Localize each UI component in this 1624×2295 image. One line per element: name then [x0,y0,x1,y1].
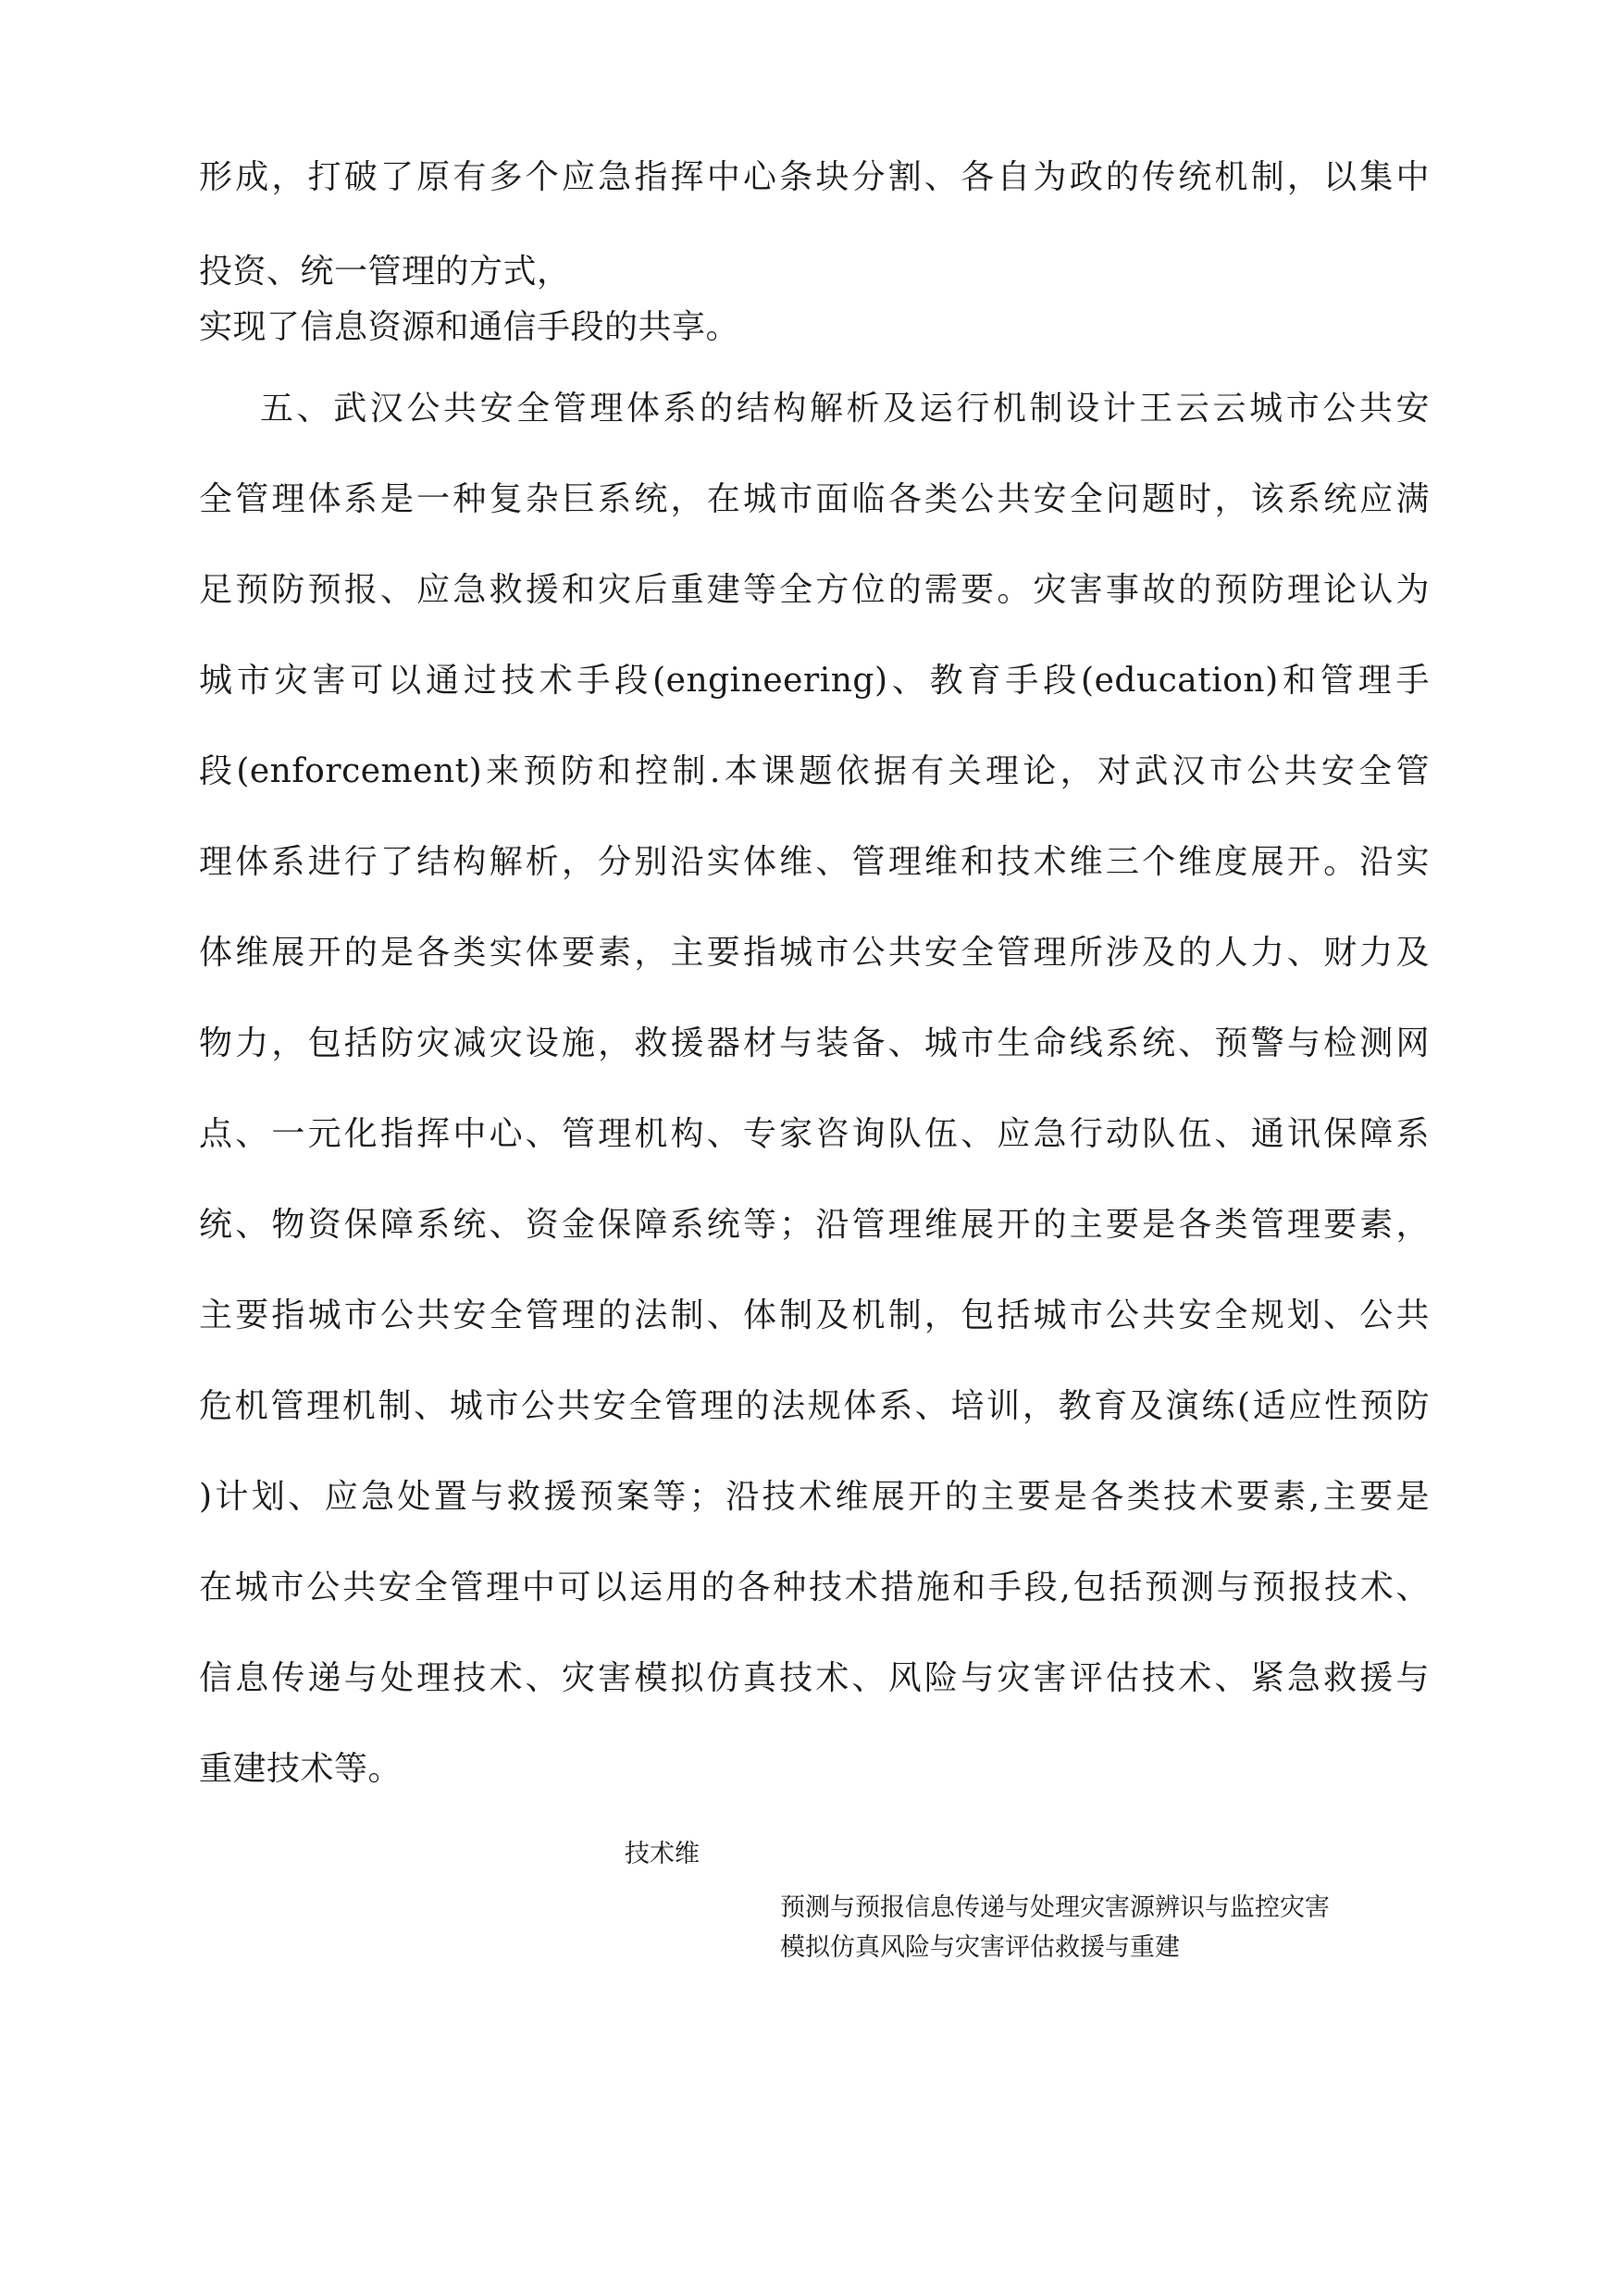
body-text-line-12: 点、一元化指挥中心、管理机构、专家咨询队伍、应急行动队伍、通讯保障系 [199,1115,1430,1153]
body-text-line-7: 城市灾害可以通过技术手段(engineering)、教育手段(education)和管理手 [199,662,1430,700]
body-text-line-8: 段(enforcement)来预防和控制.本课题依据有关理论，对武汉市公共安全管 [199,752,1430,790]
figure-label: 技术维 [625,1840,700,1868]
body-text-line-15: 危机管理机制、城市公共安全管理的法规体系、培训，教育及演练(适应性预防 [199,1387,1430,1425]
body-text-line-9: 理体系进行了结构解析，分别沿实体维、管理维和技术维三个维度展开。沿实 [199,843,1430,881]
body-text-line-17: 在城市公共安全管理中可以运用的各种技术措施和手段,包括预测与预报技术、 [199,1569,1430,1606]
figure-text-line-1: 预测与预报信息传递与处理灾害源辨识与监控灾害 [780,1893,1330,1922]
body-text-line-14: 主要指城市公共安全管理的法制、体制及机制，包括城市公共安全规划、公共 [199,1296,1430,1334]
figure-text-line-2: 模拟仿真风险与灾害评估救援与重建 [780,1933,1180,1962]
body-text-line-3: 实现了信息资源和通信手段的共享。 [199,308,740,346]
body-text-line-5: 全管理体系是一种复杂巨系统，在城市面临各类公共安全问题时，该系统应满 [199,480,1430,518]
body-text-line-10: 体维展开的是各类实体要素，主要指城市公共安全管理所涉及的人力、财力及 [199,934,1430,972]
section-heading-line: 五、武汉公共安全管理体系的结构解析及运行机制设计王云云城市公共安 [260,390,1430,428]
body-text-line-19: 重建技术等。 [199,1750,403,1788]
body-text-line-18: 信息传递与处理技术、灾害模拟仿真技术、风险与灾害评估技术、紧急救援与 [199,1659,1430,1697]
body-text-line-16: )计划、应急处置与救援预案等；沿技术维展开的主要是各类技术要素,主要是 [199,1478,1430,1516]
body-text-line-11: 物力，包括防灾减灾设施，救援器材与装备、城市生命线系统、预警与检测网 [199,1024,1430,1062]
body-text-line-2: 投资、统一管理的方式， [199,253,571,291]
body-text-line-6: 足预防预报、应急救援和灾后重建等全方位的需要。灾害事故的预防理论认为 [199,571,1430,609]
body-text-line-13: 统、物资保障系统、资金保障系统等；沿管理维展开的主要是各类管理要素， [199,1206,1430,1244]
body-text-line-1: 形成，打破了原有多个应急指挥中心条块分割、各自为政的传统机制，以集中 [199,158,1430,196]
